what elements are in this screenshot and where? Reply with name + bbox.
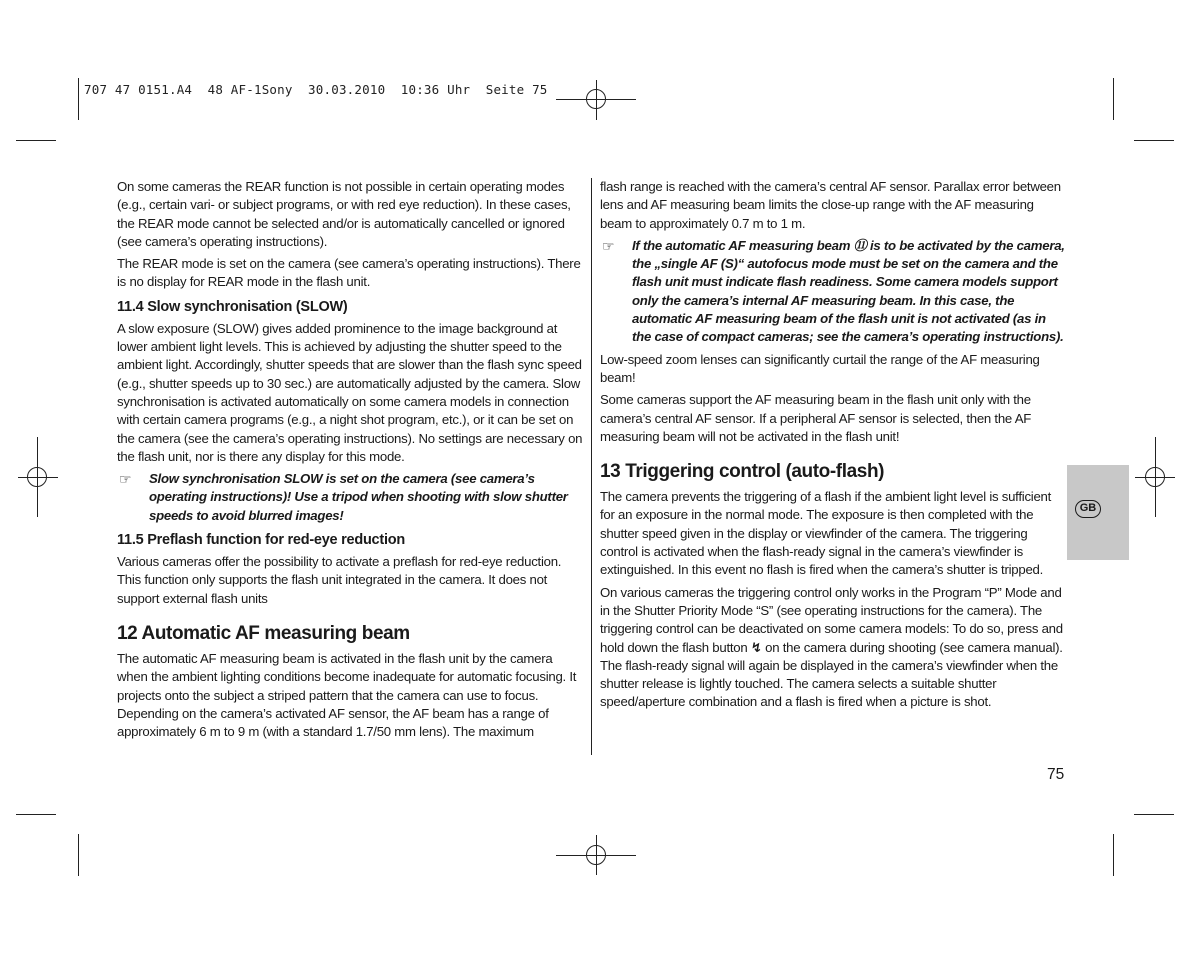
- paragraph-rear-setting: The REAR mode is set on the camera (see camera’s operating instructions). There is no display for REAR mode in the flash unit.: [117, 256, 581, 290]
- crop-mark: [78, 834, 79, 876]
- paragraph-central-sensor: Some cameras support the AF measuring beam in the flash unit only with the camera’s central AF sensor. If a peripheral AF sensor is selected, then the AF measuring beam will not be activated in the flash unit!: [600, 392, 1032, 444]
- paragraph-zoom-lenses: Low-speed zoom lenses can significantly curtail the range of the AF measuring beam!: [600, 351, 1040, 385]
- pointing-hand-icon: ☞: [602, 237, 615, 254]
- note-text: If the automatic AF measuring beam ⑪ is to be activated by the camera, the „single AF (S)“ autofocus mode must be set on the camera and the flash unit must indicate flash readiness. Some camera models support only the camera’s internal AF measuring beam. In this case, the automatic AF measuring beam of the flash unit is not activated (as in the case of compact cameras; see the camera’s operating instructions).: [632, 237, 1065, 345]
- print-slug: 707 47 0151.A4 48 AF-1Sony 30.03.2010 10:36 Uhr Seite 75: [84, 82, 548, 97]
- crop-mark: [1113, 834, 1114, 876]
- pointing-hand-icon: ☞: [119, 471, 132, 488]
- right-column: [600, 178, 1066, 716]
- note-af-beam: [600, 237, 1066, 347]
- registration-circle: [586, 845, 606, 865]
- paragraph-triggering-1: The camera prevents the triggering of a flash if the ambient light level is sufficient for an exposure in the normal mode. The exposure is then completed with the shutter speed given in the display or viewfinder of the camera. The triggering control is activated when the flash-ready signal in the camera’s viewfinder is extinguished. In this event no flash is fired when the camera’s shutter is tripped.: [600, 489, 1052, 578]
- paragraph-triggering-2: [600, 584, 1066, 712]
- heading-af-beam: 12 Automatic AF measuring beam: [117, 622, 410, 644]
- crop-mark: [1113, 78, 1114, 120]
- registration-circle: [1145, 467, 1165, 487]
- heading-preflash: 11.5 Preflash function for red-eye reduction: [117, 532, 405, 549]
- column-divider: [591, 178, 592, 755]
- language-badge: GB: [1075, 500, 1101, 518]
- text-run: on the camera during shooting (see camera manual). The flash-ready signal will again be displayed in the camera’s viewfinder when the shutter release is lightly touched. The camera selects a suitable shutter speed/aperture combination and a flash is fired when a picture is shot.: [600, 639, 1063, 710]
- text-run: On various cameras the triggering control only works in the Program “P” Mode and in the Shutter Priority Mode “S” (see operating instructions for the camera). The triggering control can be deactivated on some camera models: To do so, press and hold down the flash button: [600, 584, 1063, 655]
- crop-mark: [1134, 140, 1174, 141]
- registration-circle: [27, 467, 47, 487]
- crop-mark: [78, 78, 79, 120]
- heading-triggering-control: 13 Triggering control (auto-flash): [600, 461, 885, 483]
- left-column: [117, 178, 583, 745]
- heading-slow-sync: 11.4 Slow synchronisation (SLOW): [117, 298, 348, 315]
- flash-icon: ↯: [750, 639, 762, 655]
- paragraph-slow-sync: A slow exposure (SLOW) gives added prominence to the image background at lower ambient light levels. This is achieved by adjusting the shutter speed to the ambient light. Accordingly, shutter speeds that are slower than the flash sync speed (e.g., shutter speeds up to 30 sec.) are automatically adjusted by the camera. Slow synchronisation is activated automatically on some camera models in connection with certain camera programs (e.g., a night shot program, etc.), or it can be set on the camera (see the camera’s operating instructions). No settings are necessary on the flash unit, nor is there any display for this mode.: [117, 320, 583, 464]
- page-number: 75: [1047, 766, 1065, 783]
- paragraph-rear-limits: On some cameras the REAR function is not possible in certain operating modes (e.g., certain vari- or subject programs, or with red eye reduction). In these cases, the REAR mode cannot be selected and/or is automatically cancelled or ignored (see camera’s operating instructions).: [117, 179, 571, 249]
- note-text: Slow synchronisation SLOW is set on the camera (see camera’s operating instructions)! Use a tripod when shooting with slow shutter speeds to avoid blurred images!: [149, 471, 568, 523]
- paragraph-preflash: Various cameras offer the possibility to activate a preflash for red-eye reduction. This function only supports the flash unit integrated in the camera. It does not support external flash units: [117, 554, 562, 606]
- note-slow-sync: [117, 470, 583, 525]
- crop-mark: [16, 814, 56, 815]
- crop-mark: [16, 140, 56, 141]
- crop-mark: [1134, 814, 1174, 815]
- registration-circle: [586, 89, 606, 109]
- paragraph-af-range: flash range is reached with the camera’s central AF sensor. Parallax error between lens and AF measuring beam limits the close-up range with the AF measuring beam to approximately 0.7 m to 1 m.: [600, 179, 1061, 231]
- paragraph-af-beam: The automatic AF measuring beam is activated in the flash unit by the camera when the ambient lighting conditions become inadequate for automatic focusing. It projects onto the subject a striped pattern that the camera can use to focus. Depending on the camera’s activated AF sensor, the AF beam has a range of approximately 6 m to 9 m (with a standard 1.7/50 mm lens). The maximum: [117, 650, 577, 740]
